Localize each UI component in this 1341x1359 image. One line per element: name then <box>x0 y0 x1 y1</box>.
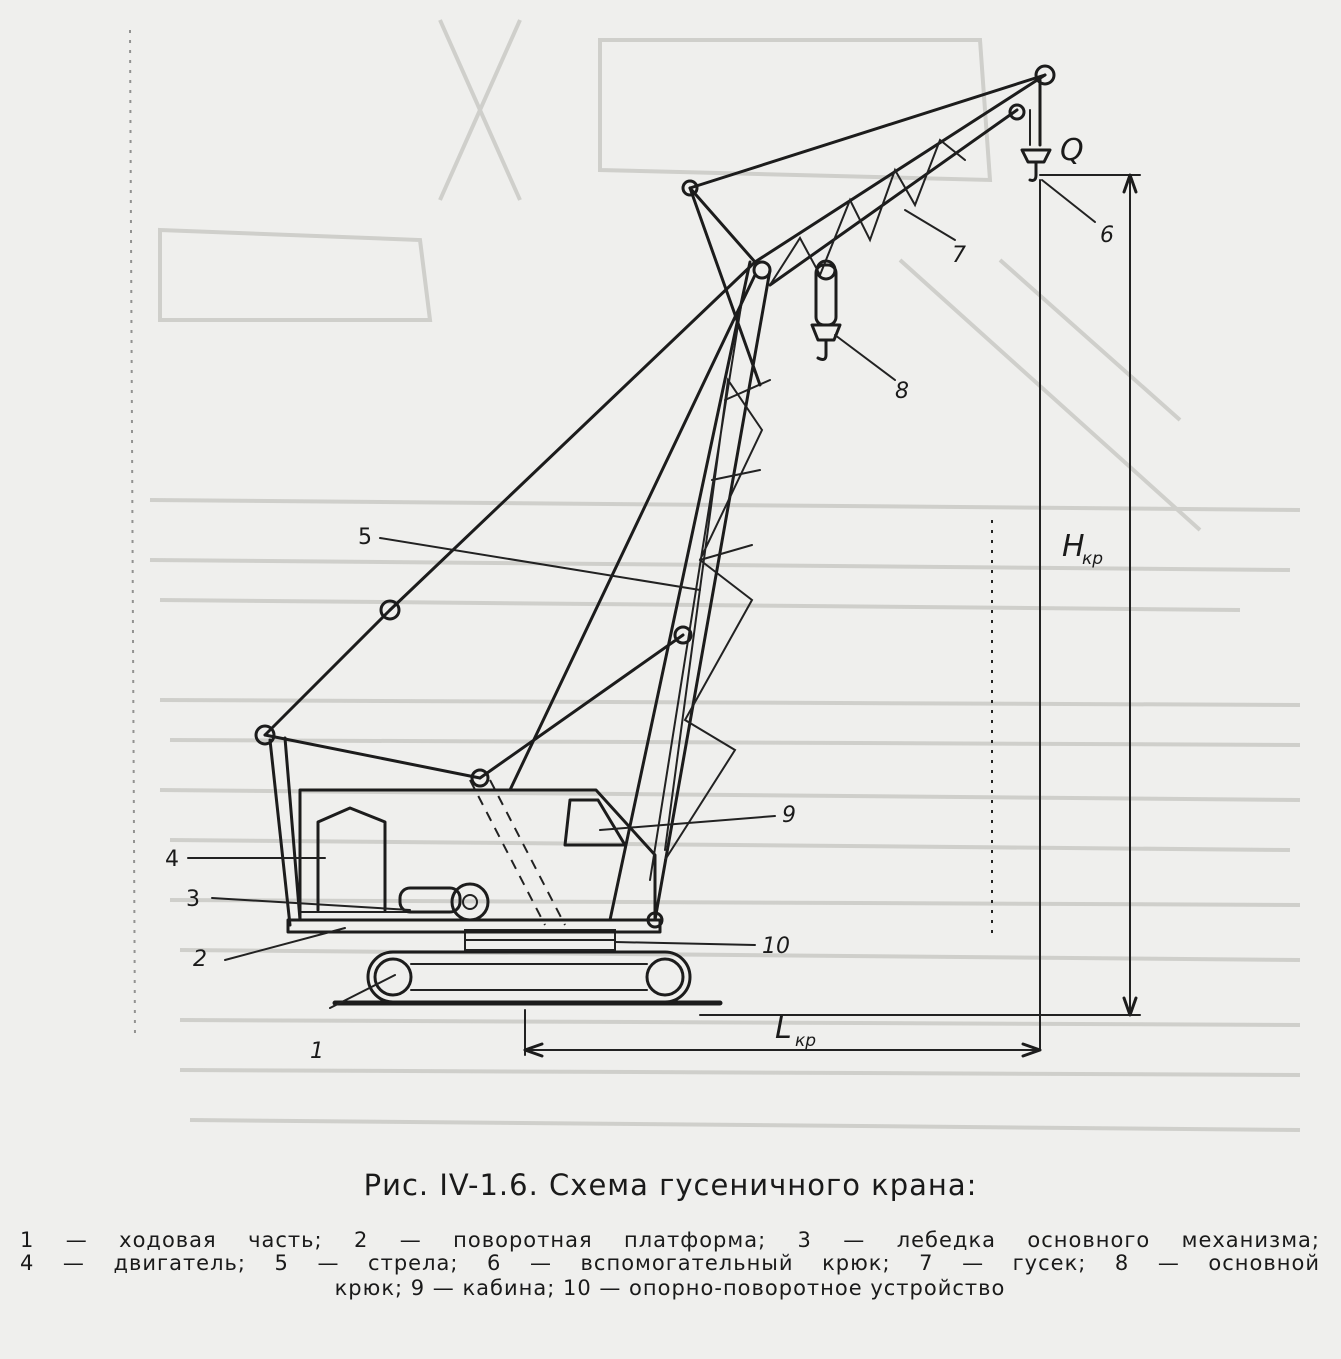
label-6: 6 <box>1100 223 1114 248</box>
label-4: 4 <box>165 847 179 872</box>
leader-lines <box>188 180 1095 1008</box>
label-5: 5 <box>358 525 372 550</box>
figure-caption: Рис. IV-1.6. Схема гусеничного крана: <box>363 1168 978 1202</box>
part-labels <box>165 133 1114 1064</box>
jib <box>683 66 1054 385</box>
label-7: 7 <box>952 243 966 268</box>
label-height: H <box>1062 529 1085 564</box>
label-3: 3 <box>186 887 200 912</box>
label-8: 8 <box>895 379 909 404</box>
legend-line-2: 4 — двигатель; 5 — стрела; 6 — вспомогательный крюк; 7 — гусек; 8 — основной <box>20 1251 1320 1275</box>
label-outreach: L <box>775 1011 792 1046</box>
label-height-subscript: кр <box>1082 549 1104 569</box>
boom <box>470 262 770 927</box>
crawler-track <box>335 952 720 1003</box>
label-2: 2 <box>193 947 207 972</box>
legend-line-1: 1 — ходовая часть; 2 — поворотная платформа; 3 — лебедка основного механизма; <box>20 1228 1320 1252</box>
label-outreach-subscript: кр <box>795 1031 817 1051</box>
main-hook <box>812 261 840 359</box>
engine-block <box>318 808 385 910</box>
auxiliary-hook <box>1022 80 1050 180</box>
label-load-q: Q <box>1060 133 1084 168</box>
label-10: 10 <box>762 934 790 959</box>
legend-line-3: крюк; 9 — кабина; 10 — опорно-поворотное устройство <box>334 1276 1006 1300</box>
label-1: 1 <box>310 1039 324 1064</box>
cab-window <box>565 800 625 845</box>
label-9: 9 <box>782 803 796 828</box>
height-dimension <box>700 175 1140 1050</box>
